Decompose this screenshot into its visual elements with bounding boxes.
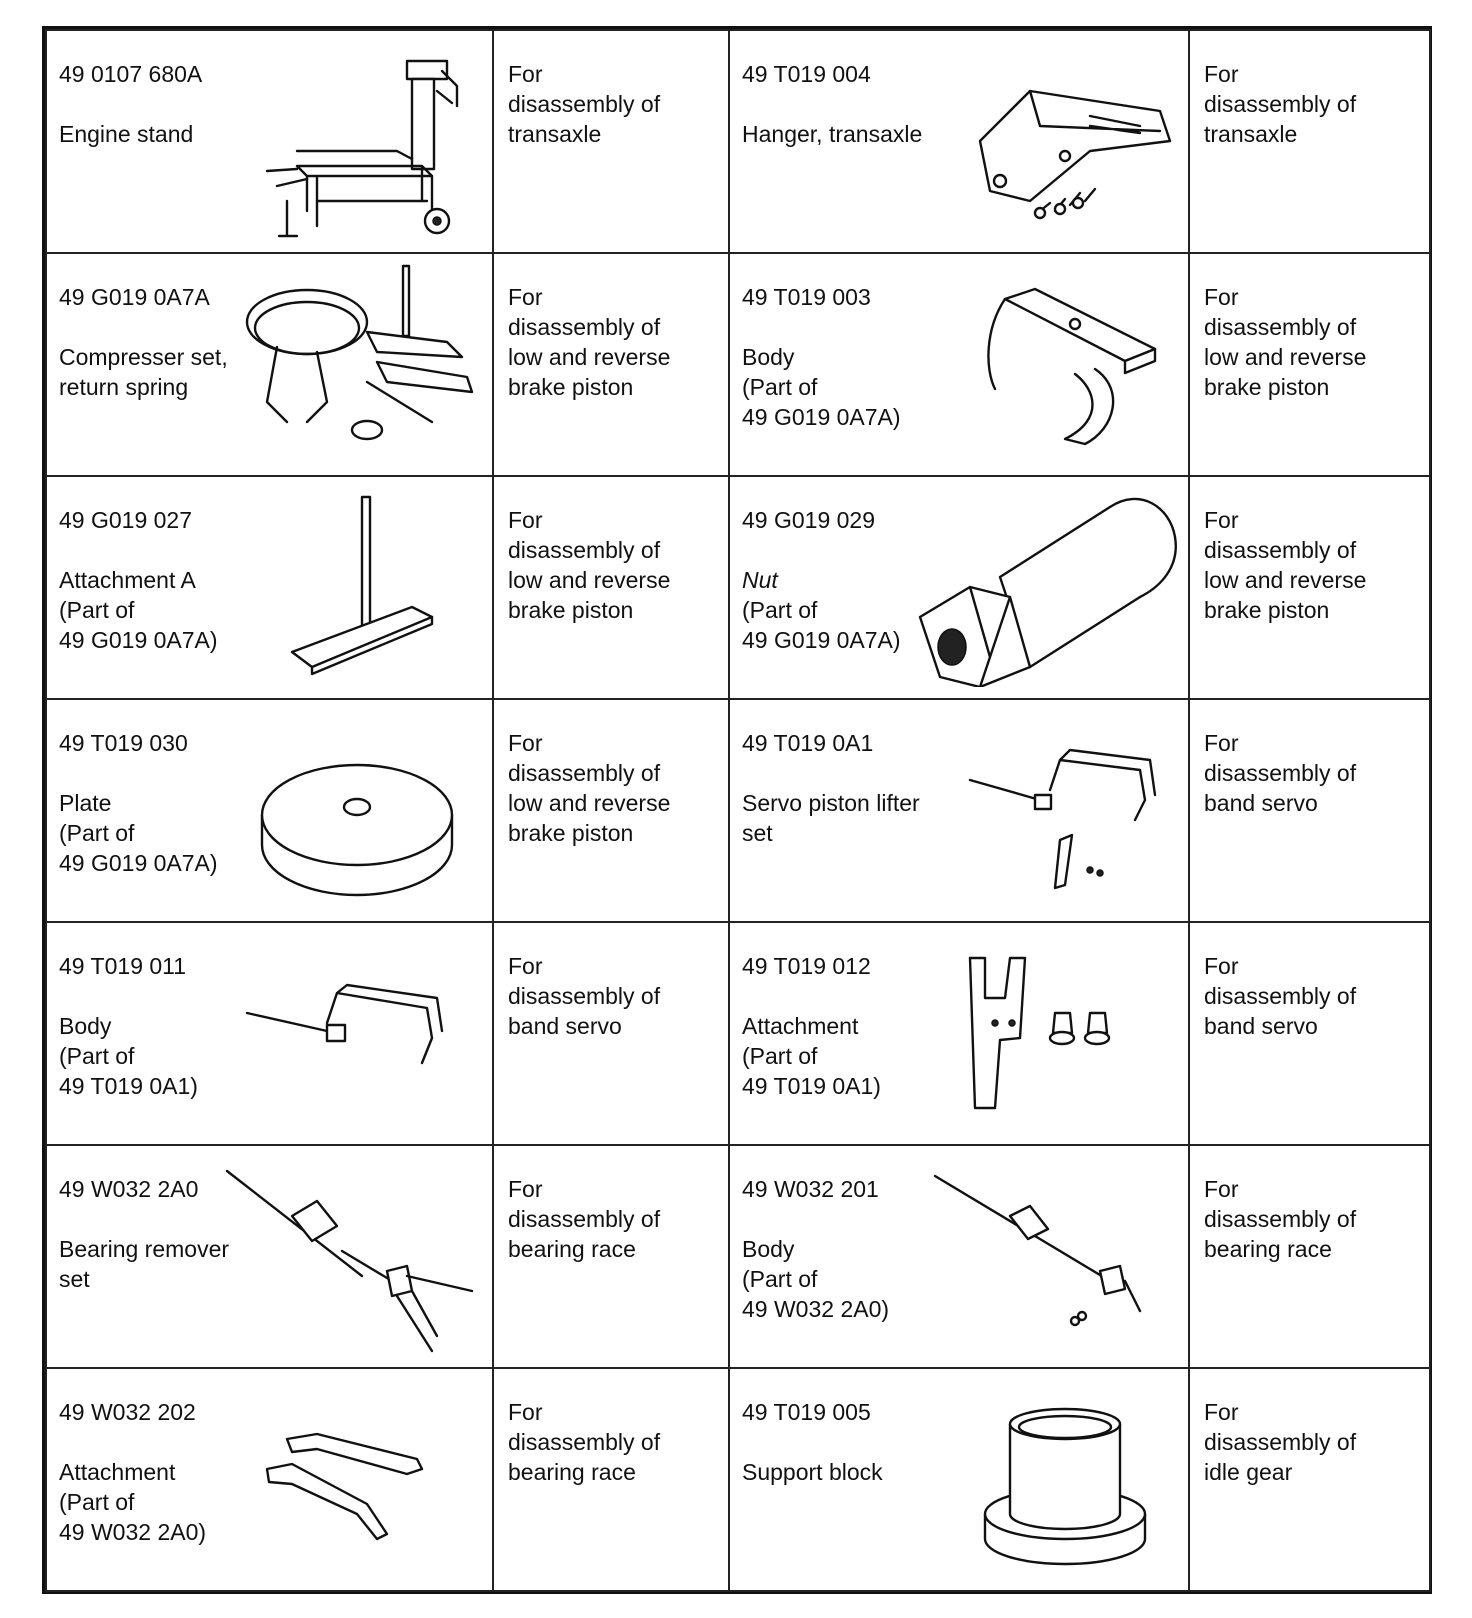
tool-cell — [46, 30, 493, 253]
tool-name: Attachment (Part of 49 W032 2A0) — [59, 1459, 207, 1545]
part-number: 49 W032 201 — [742, 1176, 879, 1202]
tools-grid — [45, 29, 1431, 1592]
part-number: 49 W032 2A0 — [59, 1176, 199, 1202]
servo-lifter-set-drawing — [960, 740, 1160, 900]
tool-cell — [729, 476, 1189, 699]
tool-name: Servo piston lifter set — [742, 790, 920, 846]
tool-cell — [729, 1145, 1189, 1368]
tool-name: Attachment (Part of 49 T019 0A1) — [742, 1013, 881, 1099]
use-cell — [493, 1145, 729, 1368]
tool-cell — [46, 699, 493, 922]
jaw-attachment-drawing — [257, 1424, 427, 1554]
part-number: 49 G019 029 — [742, 507, 876, 533]
nut-drawing — [910, 487, 1180, 687]
use-cell — [1189, 922, 1430, 1145]
use-cell — [1189, 30, 1430, 253]
table-row — [46, 1368, 1430, 1591]
use-description: For disassembly of transaxle — [1204, 61, 1357, 147]
use-cell — [1189, 1145, 1430, 1368]
support-block-drawing — [980, 1394, 1150, 1574]
use-description: For disassembly of band servo — [508, 953, 661, 1039]
tool-cell — [46, 922, 493, 1145]
use-description: For disassembly of idle gear — [1204, 1399, 1357, 1485]
fork-attachment-drawing — [950, 948, 1150, 1118]
use-description: For disassembly of band servo — [1204, 953, 1357, 1039]
table-row — [46, 253, 1430, 476]
use-cell — [493, 476, 729, 699]
tool-name: Body (Part of 49 W032 2A0) — [742, 1236, 890, 1322]
tool-name: Nut (Part of 49 G019 0A7A) — [742, 567, 901, 653]
use-cell — [493, 922, 729, 1145]
part-number: 49 T019 004 — [742, 61, 871, 87]
table-row — [46, 1145, 1430, 1368]
tool-name: Compresser set, return spring — [59, 344, 228, 400]
tool-name: Bearing remover set — [59, 1236, 230, 1292]
use-cell — [493, 699, 729, 922]
compresser-set-drawing — [237, 262, 487, 462]
part-number: 49 G019 027 — [59, 507, 193, 533]
part-number: 49 T019 005 — [742, 1399, 871, 1425]
part-number: 49 T019 003 — [742, 284, 871, 310]
use-cell — [493, 253, 729, 476]
c-clamp-drawing — [242, 983, 452, 1093]
tool-cell — [46, 1368, 493, 1591]
tool-cell — [729, 30, 1189, 253]
tool-name: Hanger, transaxle — [742, 121, 923, 147]
part-number: 49 T019 012 — [742, 953, 871, 979]
special-tools-table — [42, 26, 1432, 1594]
tool-cell — [46, 253, 493, 476]
part-number: 49 T019 011 — [59, 953, 187, 979]
use-description: For disassembly of bearing race — [1204, 1176, 1357, 1262]
tool-cell — [729, 922, 1189, 1145]
use-cell — [1189, 476, 1430, 699]
body-bracket-drawing — [975, 279, 1175, 459]
part-number: 49 W032 202 — [59, 1399, 196, 1425]
use-cell — [1189, 699, 1430, 922]
use-cell — [493, 30, 729, 253]
use-description: For disassembly of band servo — [1204, 730, 1357, 816]
tool-name-italic: Nut — [742, 567, 778, 593]
tool-cell — [729, 253, 1189, 476]
plate-drawing — [257, 745, 457, 905]
part-number: 49 G019 0A7A — [59, 284, 210, 310]
tool-name: Engine stand — [59, 121, 194, 147]
use-description: For disassembly of bearing race — [508, 1399, 661, 1485]
part-number: 49 T019 030 — [59, 730, 188, 756]
tool-cell — [729, 699, 1189, 922]
use-cell — [493, 1368, 729, 1591]
table-row — [46, 30, 1430, 253]
bearing-remover-drawing — [222, 1166, 482, 1356]
part-number: 49 T019 0A1 — [742, 730, 874, 756]
use-description: For disassembly of low and reverse brake piston — [508, 284, 671, 400]
tool-name: Body (Part of 49 T019 0A1) — [59, 1013, 198, 1099]
table-row — [46, 922, 1430, 1145]
tool-cell — [729, 1368, 1189, 1591]
use-description: For disassembly of low and reverse brake piston — [1204, 507, 1367, 623]
use-description: For disassembly of bearing race — [508, 1176, 661, 1262]
tool-cell — [46, 476, 493, 699]
use-cell — [1189, 1368, 1430, 1591]
use-cell — [1189, 253, 1430, 476]
use-description: For disassembly of low and reverse brake piston — [508, 507, 671, 623]
tool-name: Body (Part of 49 G019 0A7A) — [742, 344, 901, 430]
table-row — [46, 699, 1430, 922]
tool-name: Plate (Part of 49 G019 0A7A) — [59, 790, 218, 876]
tool-name: Support block — [742, 1459, 883, 1485]
table-row — [46, 476, 1430, 699]
use-description: For disassembly of transaxle — [508, 61, 661, 147]
tool-name: Attachment A (Part of 49 G019 0A7A) — [59, 567, 218, 653]
tool-cell — [46, 1145, 493, 1368]
hanger-drawing — [970, 71, 1180, 221]
engine-stand-drawing — [257, 51, 487, 241]
part-number: 49 0107 680A — [59, 61, 203, 87]
use-description: For disassembly of low and reverse brake piston — [1204, 284, 1367, 400]
use-description: For disassembly of low and reverse brake piston — [508, 730, 671, 846]
bearing-remover-body-drawing — [930, 1171, 1160, 1341]
attachment-rod-drawing — [282, 492, 452, 692]
